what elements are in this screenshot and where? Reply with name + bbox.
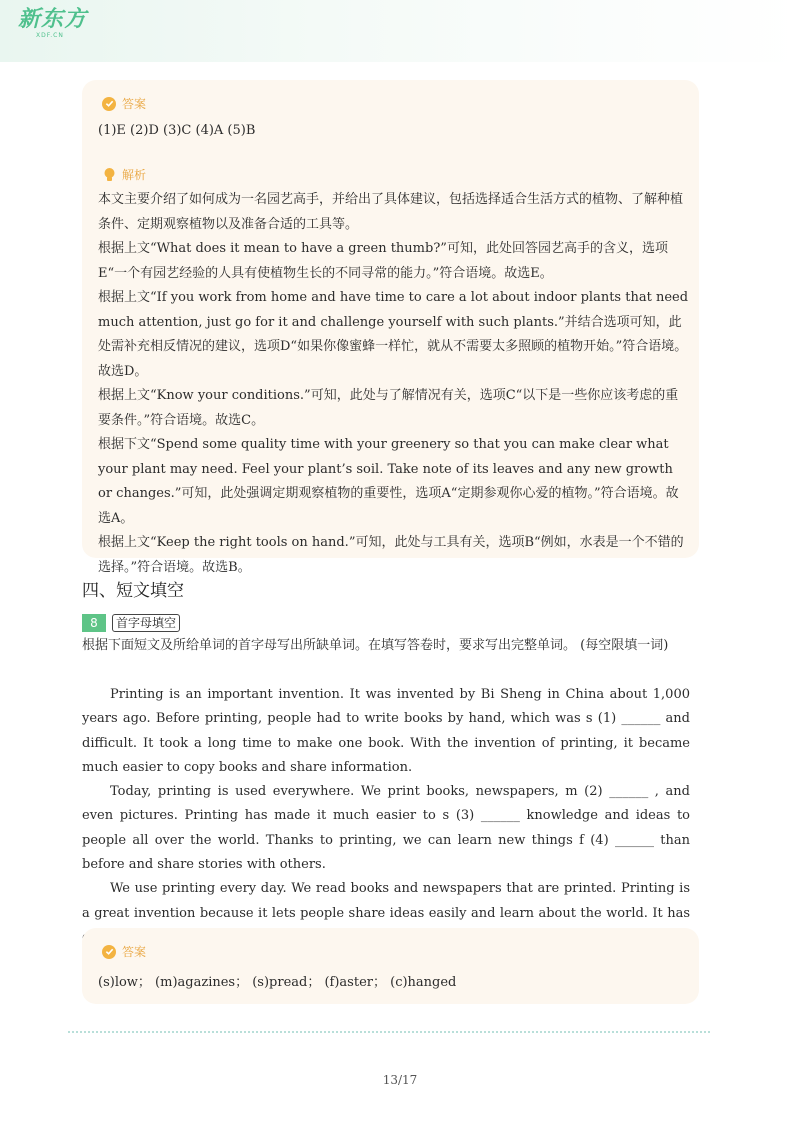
passage-paragraph: We use printing every day. We read books and newspapers that are printed. Printing is a great invention because it lets people share ideas easily and learn about the world. It has bbox=[82, 881, 690, 921]
analysis-paragraph: 根据上文“Keep the right tools on hand.”可知，此处与工具有关，选项B“例如，水表是一个不错的选择。”符合语境。故选B。 bbox=[98, 535, 684, 575]
analysis-heading bbox=[102, 166, 146, 183]
analysis-paragraph: 根据上文“Know your conditions.”可知，此处与了解情况有关，选项C“以下是一些你应该考虑的重要条件。”符合语境。故选C。 bbox=[98, 388, 679, 428]
check-circle-icon bbox=[102, 97, 116, 111]
cloze-passage bbox=[82, 683, 690, 950]
analysis-paragraph: 根据上文“If you work from home and have time to care a lot about indoor plants that need much attention, just go for it and challenge yourself with such plants.”并结合选项可知，此处需补充相反情况的建议，选项D“如果你像蜜蜂一样忙，就从不需要太多照顾的植物开始。”符合语境。故选D。 bbox=[98, 290, 689, 379]
logo-text: 新东方 bbox=[18, 7, 88, 32]
section-title: 四、短文填空 bbox=[82, 581, 184, 601]
check-circle-icon bbox=[102, 945, 116, 959]
analysis-paragraph: 本文主要介绍了如何成为一名园艺高手，并给出了具体建议，包括选择适合生活方式的植物、了解种植条件、定期观察植物以及准备合适的工具等。 bbox=[98, 192, 684, 232]
brand-logo bbox=[18, 8, 87, 40]
answer-text: (s)low； (m)agazines； (s)pread； (f)aster； (c)hanged bbox=[98, 975, 457, 990]
answer-label: 答案 bbox=[122, 945, 147, 959]
answer-analysis-card bbox=[82, 80, 699, 575]
answer-label: 答案 bbox=[122, 97, 147, 111]
analysis-body bbox=[98, 188, 690, 580]
page-header bbox=[0, 0, 800, 62]
answer-card bbox=[82, 928, 699, 1004]
answer-heading bbox=[102, 943, 146, 960]
lightbulb-icon bbox=[102, 167, 116, 183]
question-instruction: 根据下面短文及所给单词的首字母写出所缺单词。在填写答卷时，要求写出完整单词。 (每空限填一词) bbox=[82, 638, 669, 653]
answer-text: (1)E (2)D (3)C (4)A (5)B bbox=[98, 123, 256, 138]
question-type-tag: 首字母填空 bbox=[112, 614, 180, 632]
logo-subtext: XDF.CN bbox=[36, 32, 64, 39]
analysis-label: 解析 bbox=[122, 168, 147, 182]
analysis-paragraph: 根据上文“What does it mean to have a green thumb?”可知，此处回答园艺高手的含义，选项E“一个有园艺经验的人具有使植物生长的不同寻常的能力。”符合语境。故选E。 bbox=[98, 241, 668, 281]
analysis-paragraph: 根据下文“Spend some quality time with your greenery so that you can make clear what your plant may need. Feel your plant’s soil. Take note of its leaves and any new growth or changes.”可知，此处强调定期观察植物的重要性，选项A“定期参观你心爱的植物。”符合语境。故选A。 bbox=[98, 437, 679, 526]
page-divider bbox=[68, 1031, 710, 1033]
question-number-badge: 8 bbox=[82, 614, 106, 632]
question-header bbox=[82, 614, 180, 632]
passage-paragraph: Printing is an important invention. It was invented by Bi Sheng in China about 1,000 years ago. Before printing, people had to write books by hand, which was s (1) ______ and difficult. It took a long time to make one book. With the invention of printing, it became much easier to copy books and share information. bbox=[82, 687, 690, 775]
answer-heading bbox=[102, 95, 146, 112]
passage-paragraph: Today, printing is used everywhere. We print books, newspapers, m (2) ______ , and even pictures. Printing has made it much easier to s (3) ______ knowledge and ideas to people all over the world. Thanks to printing, we can learn new things f (4) ______ than before and share stories with others. bbox=[82, 784, 690, 873]
page-number: 13/17 bbox=[382, 1073, 418, 1087]
